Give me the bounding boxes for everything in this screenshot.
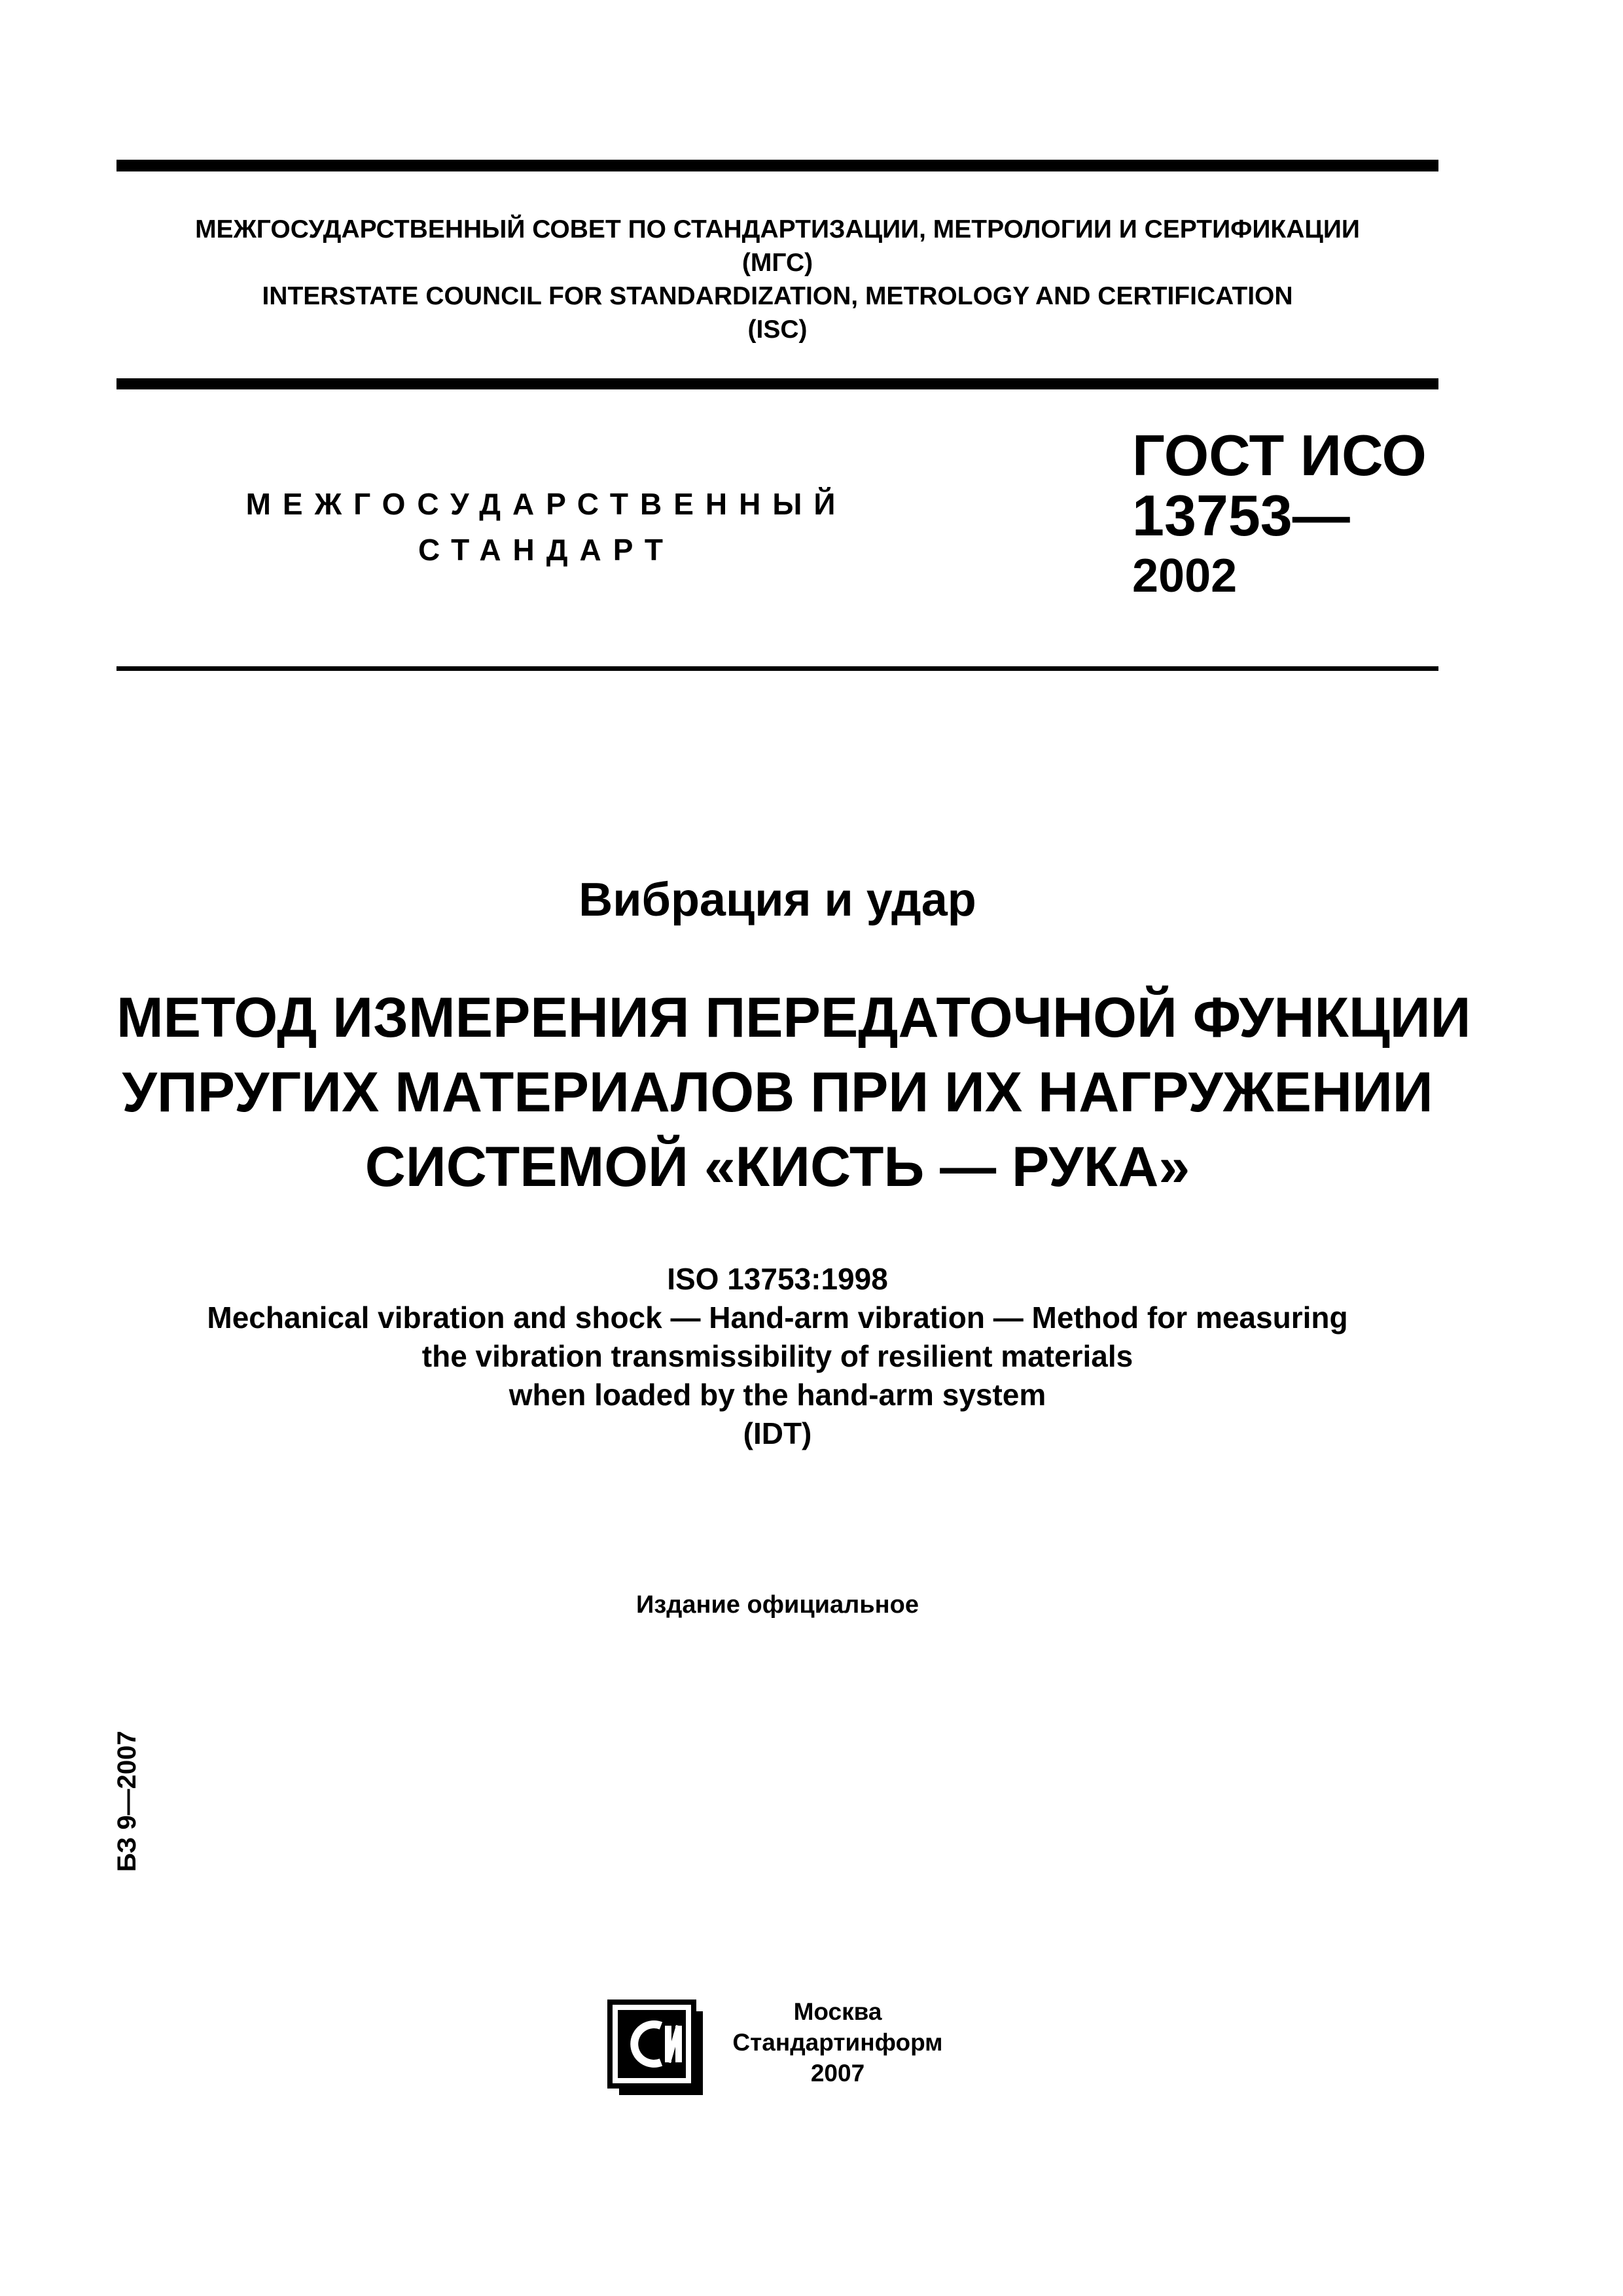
main-title bbox=[116, 980, 1471, 1204]
iso-title-line3: when loaded by the hand-arm system bbox=[508, 1378, 1046, 1412]
standartinform-logo-icon bbox=[607, 2000, 705, 2098]
council-name-en: INTERSTATE COUNCIL FOR STANDARDIZATION, METROLOGY AND CERTIFICATION bbox=[262, 282, 1293, 310]
logo-graphic bbox=[607, 2000, 705, 2098]
top-rule bbox=[116, 160, 1438, 171]
gost-code-year: 2002 bbox=[1132, 550, 1238, 602]
publisher-name: Стандартинформ bbox=[732, 2029, 943, 2056]
gost-code-line2: 13753— bbox=[1132, 483, 1350, 548]
council-name-ru: МЕЖГОСУДАРСТВЕННЫЙ СОВЕТ ПО СТАНДАРТИЗАЦИИ, МЕТРОЛОГИИ И СЕРТИФИКАЦИИ bbox=[195, 215, 1360, 243]
gost-code-line1: ГОСТ ИСО bbox=[1132, 423, 1427, 488]
side-code: БЗ 9—2007 bbox=[113, 1731, 141, 1872]
council-abbr-en: (ISC) bbox=[747, 315, 808, 344]
subject-title: Вибрация и удар bbox=[579, 874, 976, 926]
iso-reference bbox=[116, 1260, 1438, 1453]
council-header bbox=[116, 213, 1438, 346]
main-title-line3: СИСТЕМОЙ «КИСТЬ — РУКА» bbox=[365, 1136, 1190, 1198]
main-title-line2: УПРУГИХ МАТЕРИАЛОВ ПРИ ИХ НАГРУЖЕНИИ bbox=[122, 1061, 1433, 1124]
standard-kind-line2: СТАНДАРТ bbox=[418, 533, 675, 567]
publisher-year: 2007 bbox=[810, 2060, 865, 2087]
iso-title-line1: Mechanical vibration and shock — Hand-arm vibration — Method for measuring bbox=[207, 1300, 1348, 1335]
publisher-block bbox=[720, 1996, 955, 2089]
standard-kind-line1: МЕЖГОСУДАРСТВЕННЫЙ bbox=[245, 487, 847, 521]
iso-title-line2: the vibration transmissibility of resilient materials bbox=[421, 1339, 1133, 1373]
publisher-city: Москва bbox=[793, 1998, 882, 2025]
council-abbr-ru: (МГС) bbox=[741, 249, 813, 277]
iso-idt: (IDT) bbox=[743, 1416, 812, 1450]
iso-ref: ISO 13753:1998 bbox=[667, 1262, 888, 1296]
main-title-line1: МЕТОД ИЗМЕРЕНИЯ ПЕРЕДАТОЧНОЙ ФУНКЦИИ bbox=[116, 986, 1471, 1049]
standard-kind bbox=[216, 481, 877, 573]
bottom-rule bbox=[116, 666, 1438, 671]
middle-rule bbox=[116, 378, 1438, 389]
edition-label: Издание официальное bbox=[636, 1591, 919, 1619]
gost-code bbox=[1132, 425, 1427, 606]
